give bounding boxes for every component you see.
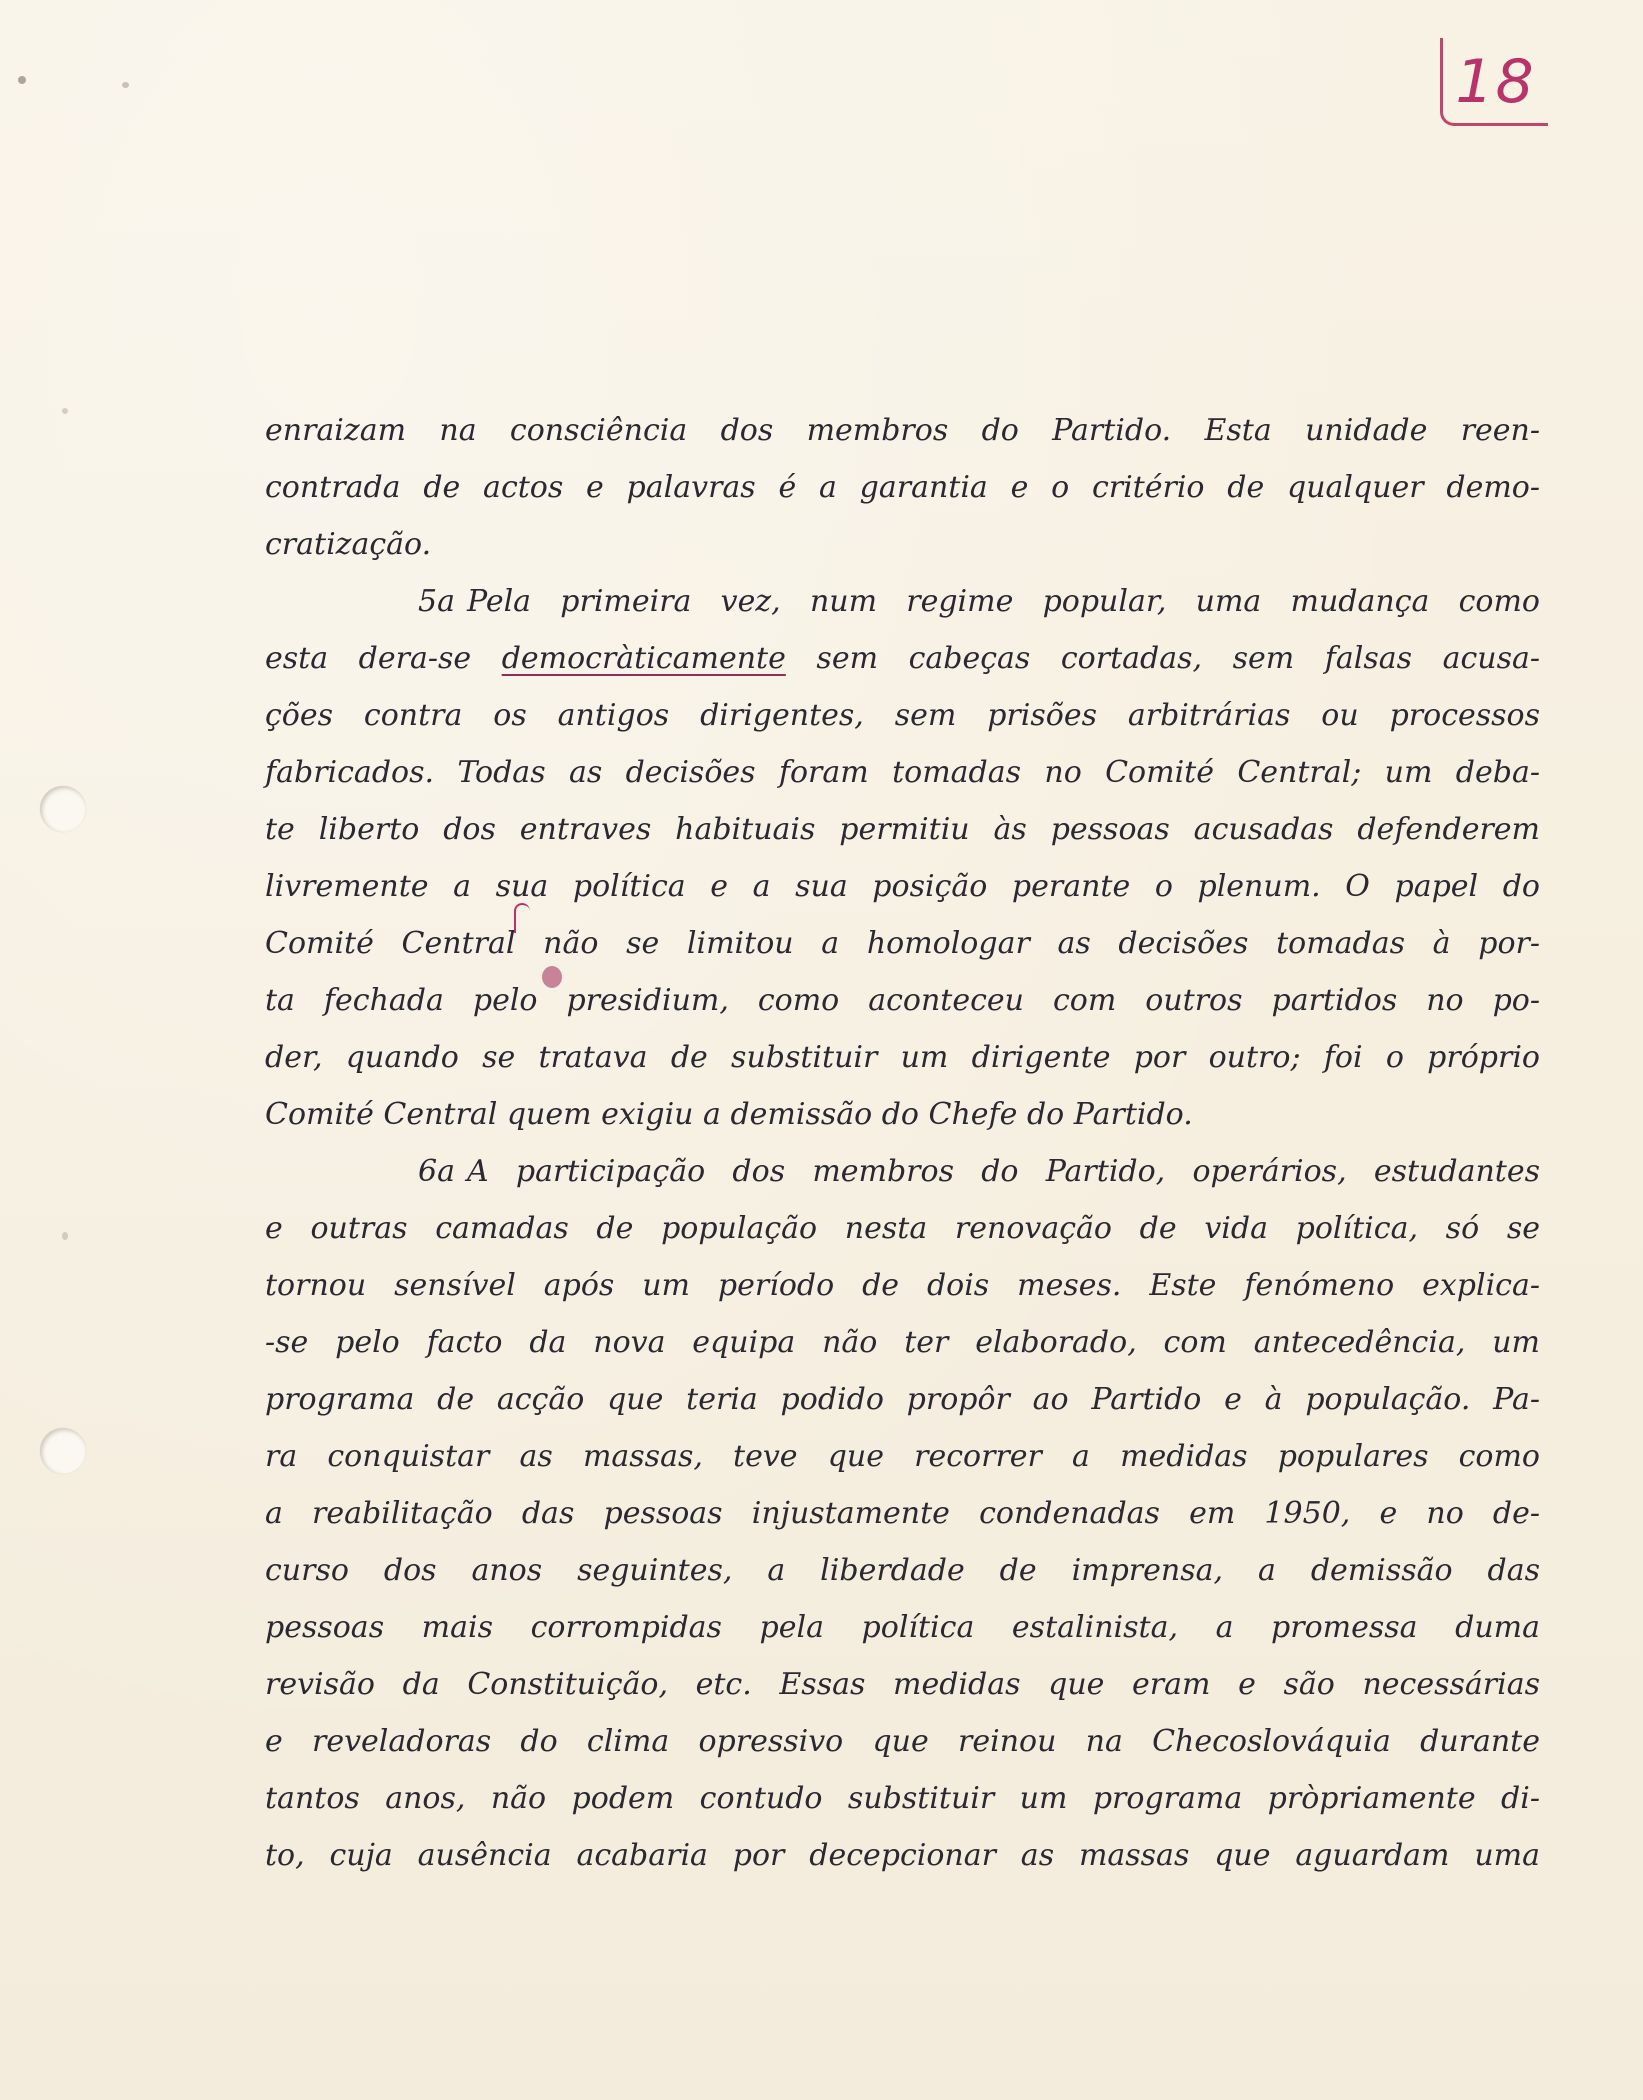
text-line: ta fechada pelo presidium, como aconteceu com outros partidos no po- xyxy=(265,983,1540,1018)
text-line: e reveladoras do clima opressivo que reinou na Checoslováquia durante xyxy=(265,1724,1540,1759)
page-number-stamp: 18 xyxy=(1440,38,1548,126)
text-line: e outras camadas de população nesta renovação de vida política, só se xyxy=(265,1211,1540,1246)
text-line: to, cuja ausência acabaria por decepcionar as massas que aguardam uma xyxy=(265,1838,1540,1873)
punch-hole-bottom xyxy=(40,1428,86,1474)
text-line xyxy=(265,573,1540,630)
text-line: fabricados. Todas as decisões foram tomadas no Comité Central; um deba- xyxy=(265,755,1540,790)
underlined-word: democràticamente xyxy=(501,641,786,676)
paragraph-number: 6a xyxy=(418,1154,455,1189)
paper-speck xyxy=(62,1232,68,1240)
paper-speck xyxy=(62,408,68,414)
paper-speck xyxy=(18,76,26,84)
text-line xyxy=(265,1143,1540,1200)
text-line: a reabilitação das pessoas injustamente condenadas em 1950, e no de- xyxy=(265,1496,1540,1531)
text-line xyxy=(265,630,1540,687)
text-line: tornou sensível após um período de dois meses. Este fenómeno explica- xyxy=(265,1268,1540,1303)
text-line: enraizam na consciência dos membros do Partido. Esta unidade reen- xyxy=(265,413,1540,448)
text-line: contrada de actos e palavras é a garantia e o critério de qualquer demo- xyxy=(265,470,1540,505)
text-line: programa de acção que teria podido propôr ao Partido e à população. Pa- xyxy=(265,1382,1540,1417)
text-span: esta dera-se xyxy=(265,641,502,676)
text-span: Pela primeira vez, num regime popular, uma mudança como xyxy=(466,584,1540,619)
paper-speck xyxy=(122,82,129,88)
text-span: sem cabeças cortadas, sem falsas acusa- xyxy=(785,641,1540,676)
text-line: der, quando se tratava de substituir um dirigente por outro; foi o próprio xyxy=(265,1040,1540,1075)
text-line: ções contra os antigos dirigentes, sem prisões arbitrárias ou processos xyxy=(265,698,1540,733)
punch-hole-top xyxy=(40,786,86,832)
text-line: curso dos anos seguintes, a liberdade de imprensa, a demissão das xyxy=(265,1553,1540,1588)
paragraph-number: 5a xyxy=(418,584,455,619)
text-line: cratização. xyxy=(265,527,432,562)
text-line: livremente a sua política e a sua posição perante o plenum. O papel do xyxy=(265,869,1540,904)
body-text xyxy=(265,402,1540,1884)
text-line: Comité Central quem exigiu a demissão do Chefe do Partido. xyxy=(265,1097,1193,1132)
text-span: A participação dos membros do Partido, operários, estudantes xyxy=(466,1154,1540,1189)
text-line: revisão da Constituição, etc. Essas medidas que eram e são necessárias xyxy=(265,1667,1540,1702)
text-line: -se pelo facto da nova equipa não ter elaborado, com antecedência, um xyxy=(265,1325,1540,1360)
text-line: pessoas mais corrompidas pela política estalinista, a promessa duma xyxy=(265,1610,1540,1645)
text-line: Comité Central não se limitou a homologar as decisões tomadas à por- xyxy=(265,926,1540,961)
text-line: te liberto dos entraves habituais permitiu às pessoas acusadas defenderem xyxy=(265,812,1540,847)
text-line: ra conquistar as massas, teve que recorrer a medidas populares como xyxy=(265,1439,1540,1474)
text-line: tantos anos, não podem contudo substituir um programa pròpriamente di- xyxy=(265,1781,1540,1816)
